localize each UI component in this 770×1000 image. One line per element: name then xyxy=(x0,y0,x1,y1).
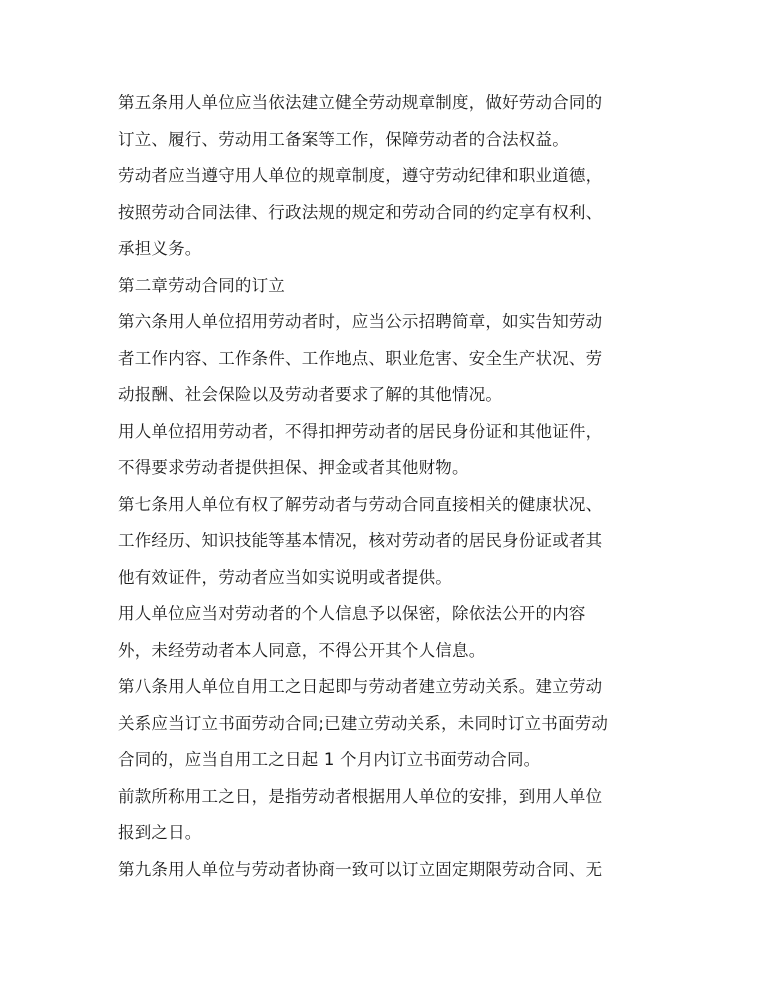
text-line: 承担义务。 xyxy=(118,239,202,258)
text-line: 用人单位招用劳动者，不得扣押劳动者的居民身份证和其他证件， xyxy=(118,421,603,441)
text-line: 合同的，应当自用工之日起 1 个月内订立书面劳动合同。 xyxy=(118,750,541,769)
text-line: 第五条用人单位应当依法建立健全劳动规章制度，做好劳动合同的 xyxy=(118,93,603,112)
text-line: 订立、履行、劳动用工备案等工作，保障劳动者的合法权益。 xyxy=(118,129,569,149)
text-line: 他有效证件，劳动者应当如实说明或者提供。 xyxy=(118,567,452,587)
text-line: 第九条用人单位与劳动者协商一致可以订立固定期限劳动合同、无 xyxy=(118,859,603,879)
text-line: 第六条用人单位招用劳动者时，应当公示招聘简章，如实告知劳动 xyxy=(118,312,603,331)
text-line: 不得要求劳动者提供担保、押金或者其他财物。 xyxy=(118,458,469,477)
text-line: 外，未经劳动者本人同意，不得公开其个人信息。 xyxy=(118,640,486,660)
text-line: 前款所称用工之日，是指劳动者根据用人单位的安排，到用人单位 xyxy=(118,786,603,806)
text-line: 关系应当订立书面劳动合同;已建立劳动关系，未同时订立书面劳动 xyxy=(118,713,609,733)
text-line: 动报酬、社会保险以及劳动者要求了解的其他情况。 xyxy=(118,385,503,404)
text-line: 工作经历、知识技能等基本情况，核对劳动者的居民身份证或者其 xyxy=(118,531,603,550)
chapter-heading: 第二章劳动合同的订立 xyxy=(118,275,285,295)
text-line: 第八条用人单位自用工之日起即与劳动者建立劳动关系。建立劳动 xyxy=(118,677,603,696)
text-line: 劳动者应当遵守用人单位的规章制度，遵守劳动纪律和职业道德， xyxy=(118,166,603,185)
text-line: 者工作内容、工作条件、工作地点、职业危害、安全生产状况、劳 xyxy=(118,348,603,368)
text-line: 第七条用人单位有权了解劳动者与劳动合同直接相关的健康状况、 xyxy=(118,494,603,514)
text-line: 报到之日。 xyxy=(118,823,202,842)
text-line: 用人单位应当对劳动者的个人信息予以保密，除依法公开的内容 xyxy=(118,604,586,623)
text-line: 按照劳动合同法律、行政法规的规定和劳动合同的约定享有权利、 xyxy=(118,202,603,222)
document-body xyxy=(118,88,650,891)
